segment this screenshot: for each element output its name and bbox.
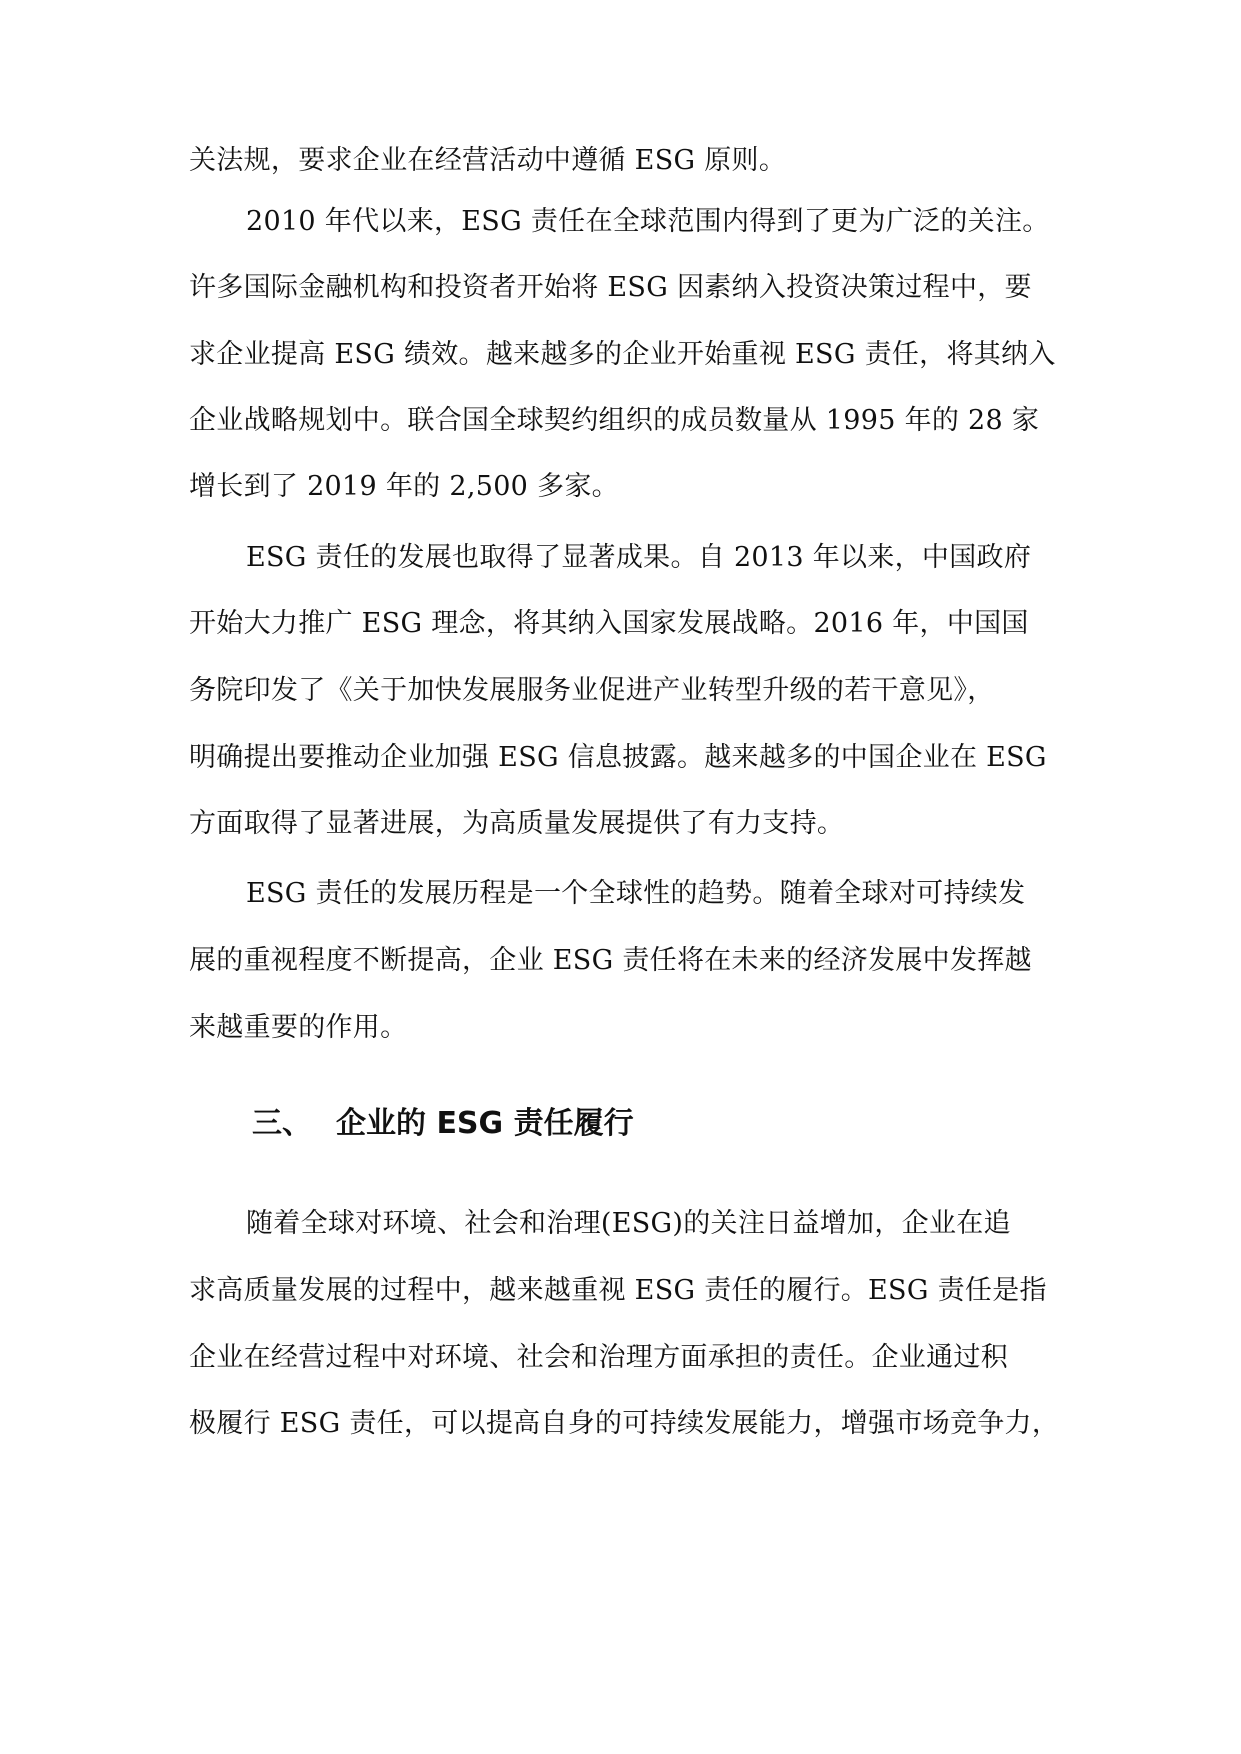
- paragraph-line: 求高质量发展的过程中，越来越重视 ESG 责任的履行。ESG 责任是指: [189, 1275, 1047, 1306]
- paragraph-line: 企业战略规划中。联合国全球契约组织的成员数量从 1995 年的 28 家: [189, 405, 1040, 436]
- paragraph-line: 展的重视程度不断提高，企业 ESG 责任将在未来的经济发展中发挥越: [189, 945, 1032, 976]
- paragraph-line: 许多国际金融机构和投资者开始将 ESG 因素纳入投资决策过程中，要: [189, 272, 1032, 303]
- paragraph-line: 开始大力推广 ESG 理念，将其纳入国家发展战略。2016 年，中国国: [189, 608, 1029, 639]
- section-heading: 企业的 ESG 责任履行: [336, 1106, 634, 1141]
- paragraph-line: 方面取得了显著进展，为高质量发展提供了有力支持。: [189, 808, 845, 839]
- paragraph-line: ESG 责任的发展也取得了显著成果。自 2013 年以来，中国政府: [246, 542, 1032, 573]
- paragraph-line: 2010 年代以来，ESG 责任在全球范围内得到了更为广泛的关注。: [246, 206, 1050, 237]
- section-number: 三、: [252, 1106, 312, 1141]
- paragraph-line: 随着全球对环境、社会和治理(ESG)的关注日益增加，企业在追: [246, 1208, 1011, 1239]
- paragraph-line: 务院印发了《关于加快发展服务业促进产业转型升级的若干意见》，: [189, 675, 995, 706]
- paragraph-line: 来越重要的作用。: [189, 1012, 408, 1043]
- paragraph-line: 关法规，要求企业在经营活动中遵循 ESG 原则。: [189, 145, 787, 176]
- paragraph-line: 极履行 ESG 责任，可以提高自身的可持续发展能力，增强市场竞争力，: [189, 1408, 1060, 1439]
- paragraph-line: 求企业提高 ESG 绩效。越来越多的企业开始重视 ESG 责任，将其纳入: [189, 339, 1056, 370]
- paragraph-line: 增长到了 2019 年的 2,500 多家。: [189, 471, 619, 502]
- paragraph-line: 企业在经营过程中对环境、社会和治理方面承担的责任。企业通过积: [189, 1342, 1008, 1373]
- paragraph-line: 明确提出要推动企业加强 ESG 信息披露。越来越多的中国企业在 ESG: [189, 742, 1047, 773]
- paragraph-line: ESG 责任的发展历程是一个全球性的趋势。随着全球对可持续发: [246, 878, 1026, 909]
